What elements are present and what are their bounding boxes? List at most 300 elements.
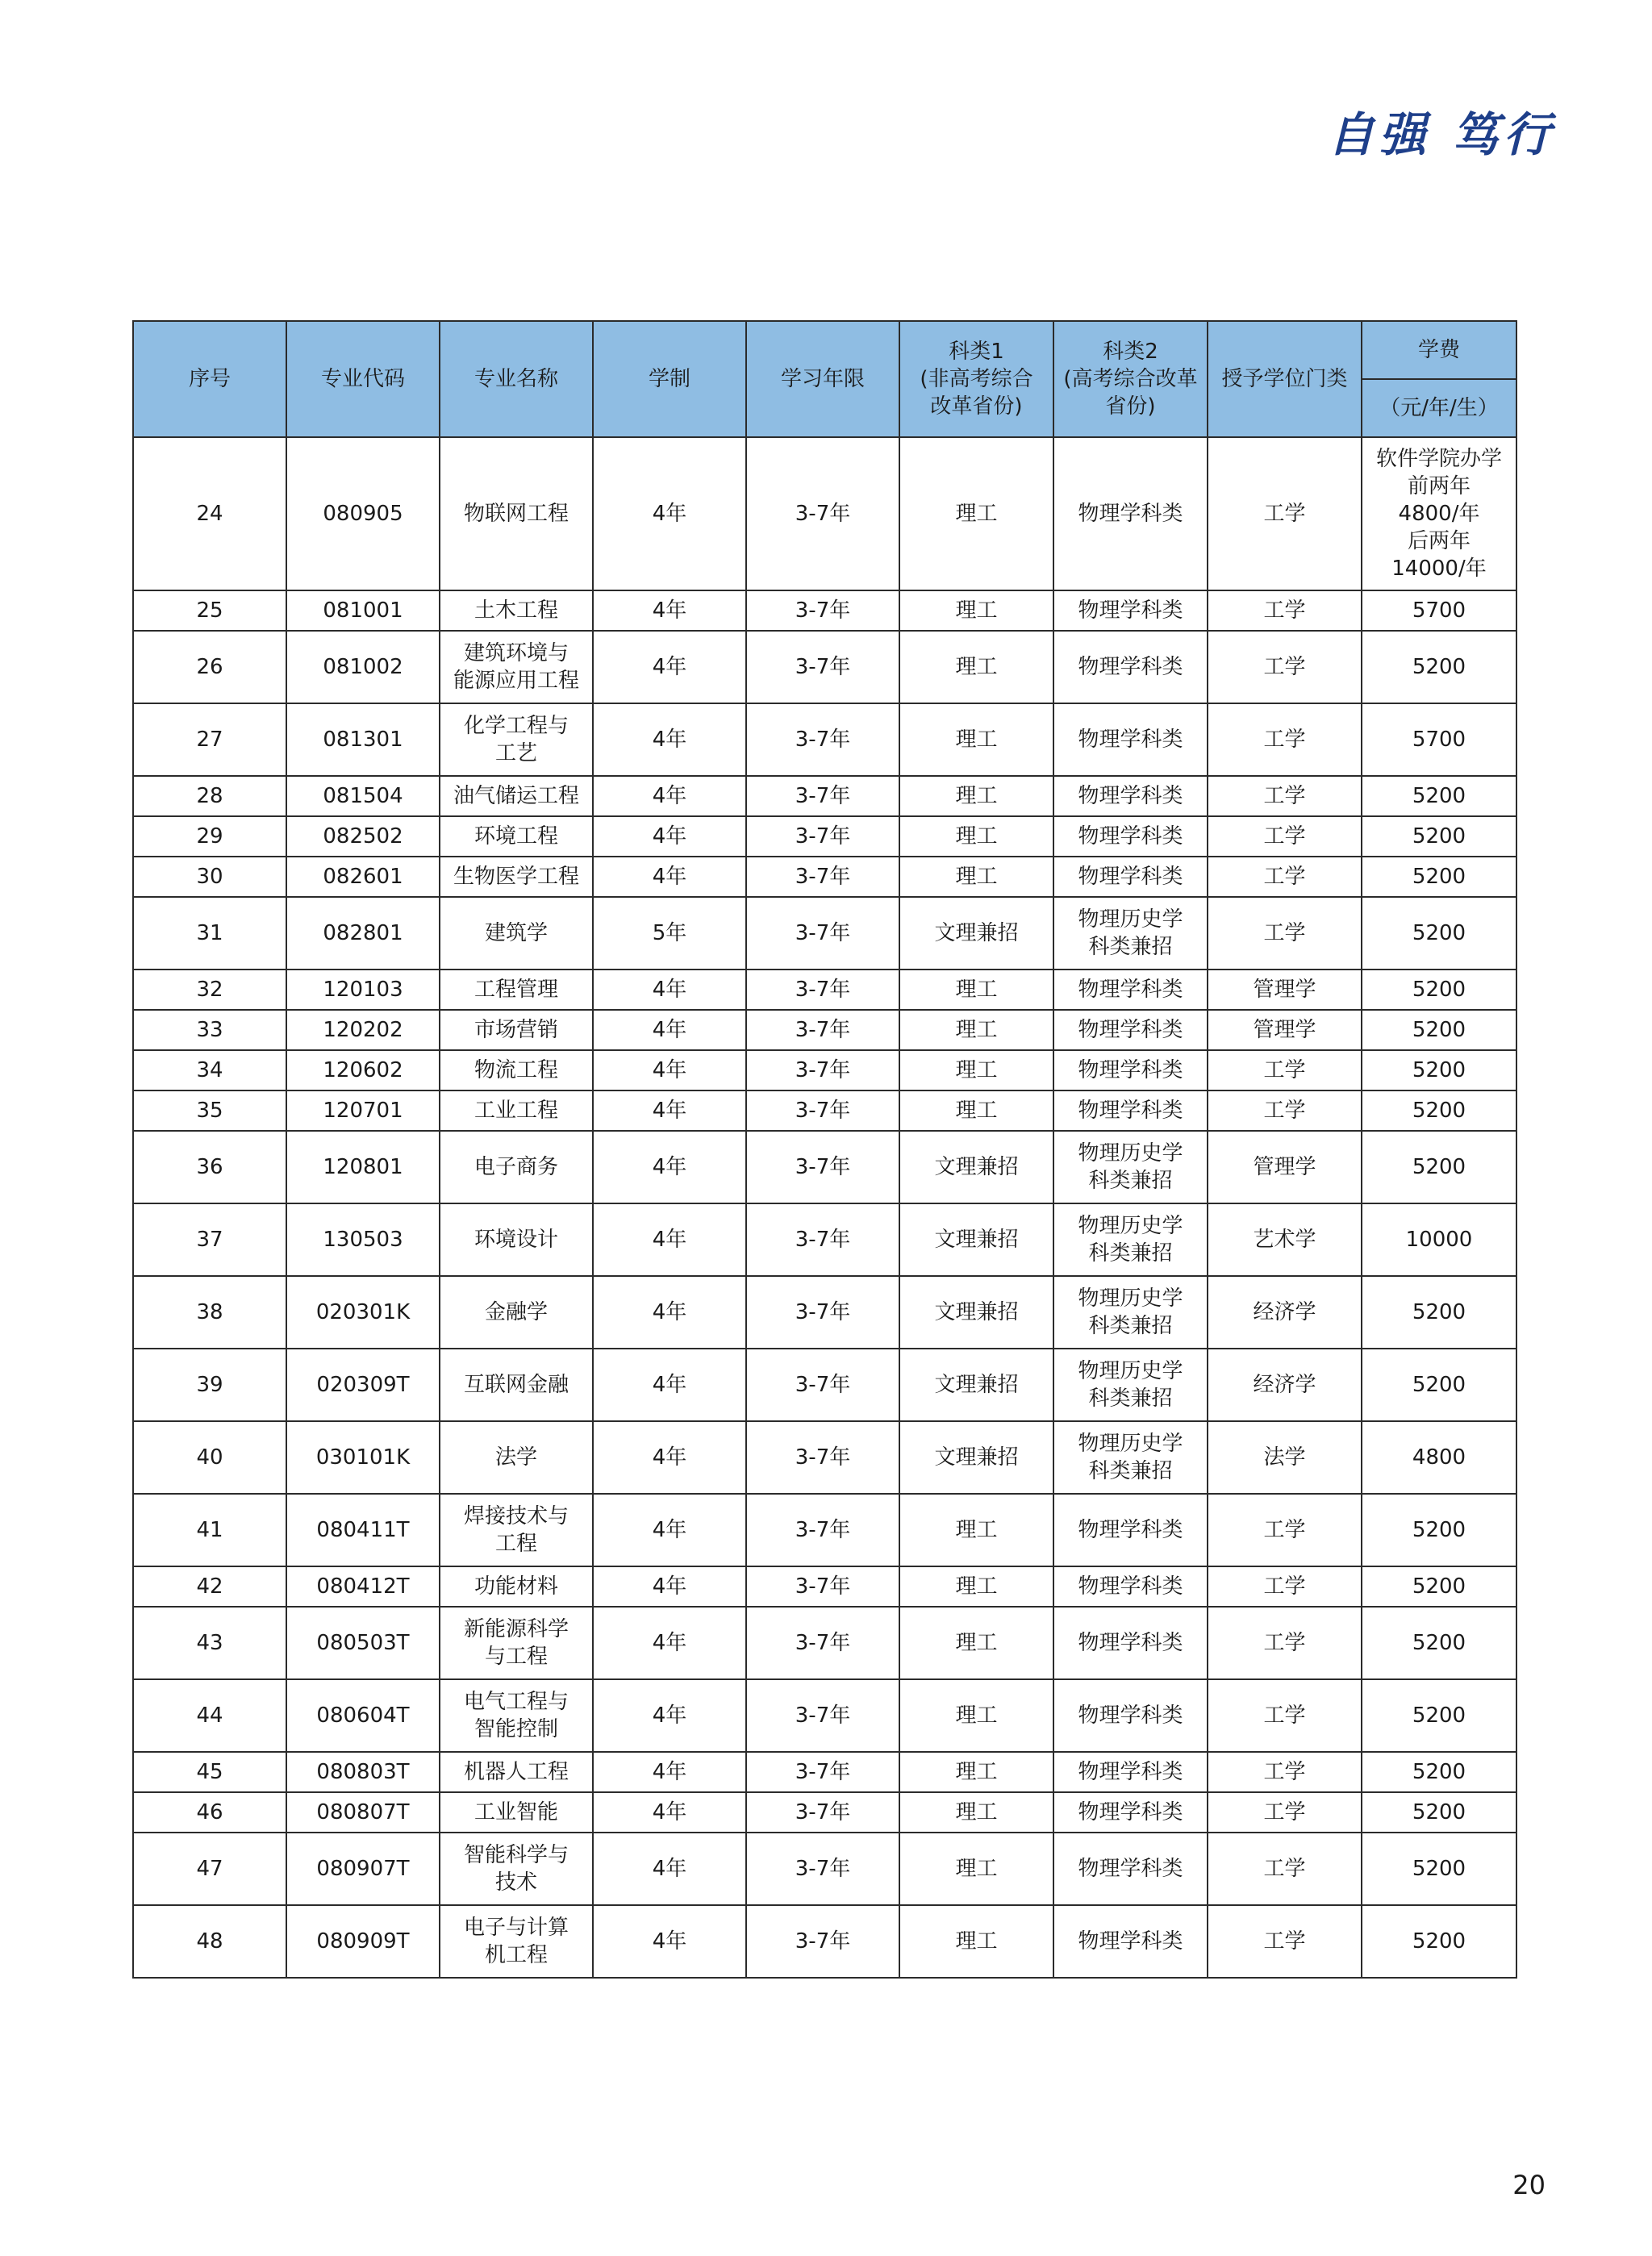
cell-category1 <box>899 1203 1053 1276</box>
cell-index <box>133 1607 286 1679</box>
cell-category1 <box>899 1276 1053 1349</box>
cell-category1 <box>899 1833 1053 1905</box>
cell-fee-text: 5700 <box>1412 598 1466 623</box>
cell-system <box>593 897 746 970</box>
cell-years-text: 3-7年 <box>795 1631 851 1655</box>
cell-name-text: 化学工程与 工艺 <box>463 714 569 765</box>
header-code: 专业代码 <box>286 321 440 437</box>
cell-category2-text: 物理历史学 科类兼招 <box>1078 1214 1183 1266</box>
cell-degree-text: 工学 <box>1263 1703 1306 1728</box>
cell-index-text: 30 <box>196 865 223 889</box>
cell-years <box>746 776 899 816</box>
cell-years <box>746 631 899 703</box>
cell-index <box>133 1010 286 1050</box>
cell-system <box>593 816 746 857</box>
cell-name <box>440 776 593 816</box>
table-row <box>133 1566 1516 1607</box>
cell-degree-text: 工学 <box>1263 1760 1306 1784</box>
cell-fee-text: 5200 <box>1412 1300 1466 1324</box>
cell-fee <box>1362 1349 1516 1421</box>
cell-fee-text: 5200 <box>1412 921 1466 945</box>
cell-system-text: 4年 <box>652 598 687 623</box>
cell-index <box>133 970 286 1010</box>
cell-code-text: 082601 <box>323 865 403 889</box>
header-index: 序号 <box>133 321 286 437</box>
cell-system-text: 4年 <box>652 1018 687 1042</box>
cell-category2-text: 物理学科类 <box>1078 1760 1183 1784</box>
cell-category1 <box>899 1131 1053 1203</box>
cell-years-text: 3-7年 <box>795 728 851 752</box>
cell-code <box>286 590 440 631</box>
cell-index-text: 33 <box>196 1018 223 1042</box>
cell-category1 <box>899 1566 1053 1607</box>
cell-fee <box>1362 1752 1516 1792</box>
cell-system <box>593 631 746 703</box>
cell-system <box>593 970 746 1010</box>
cell-degree <box>1208 1679 1362 1752</box>
cell-name <box>440 897 593 970</box>
cell-category2 <box>1053 1276 1208 1349</box>
cell-fee <box>1362 590 1516 631</box>
table-row <box>133 1090 1516 1131</box>
cell-name-text: 工业工程 <box>473 1099 558 1123</box>
cell-name-text: 机器人工程 <box>463 1760 569 1784</box>
cell-code <box>286 1679 440 1752</box>
cell-years <box>746 1607 899 1679</box>
cell-category2 <box>1053 1679 1208 1752</box>
header-system: 学制 <box>593 321 746 437</box>
cell-degree-text: 管理学 <box>1253 978 1316 1002</box>
cell-category2-text: 物理学科类 <box>1078 824 1183 849</box>
cell-index <box>133 1050 286 1090</box>
cell-category2-text: 物理学科类 <box>1078 1703 1183 1728</box>
cell-name <box>440 1607 593 1679</box>
cell-index-text: 25 <box>196 598 223 623</box>
cell-category1 <box>899 1494 1053 1566</box>
cell-name-text: 新能源科学 与工程 <box>463 1617 569 1669</box>
cell-category2 <box>1053 1905 1208 1978</box>
cell-fee-text: 5200 <box>1412 1703 1466 1728</box>
cell-code-text: 080909T <box>316 1929 410 1954</box>
cell-index <box>133 816 286 857</box>
cell-name-text: 建筑学 <box>484 921 548 945</box>
cell-fee-text: 5200 <box>1412 1760 1466 1784</box>
cell-degree <box>1208 857 1362 897</box>
cell-index <box>133 1421 286 1494</box>
cell-years-text: 3-7年 <box>795 784 851 808</box>
cell-category1 <box>899 1010 1053 1050</box>
table-row <box>133 897 1516 970</box>
cell-code-text: 080503T <box>316 1631 410 1655</box>
cell-fee <box>1362 1090 1516 1131</box>
cell-years <box>746 1010 899 1050</box>
cell-system <box>593 776 746 816</box>
cell-index-text: 31 <box>196 921 223 945</box>
cell-code-text: 130503 <box>323 1228 403 1252</box>
cell-index <box>133 1090 286 1131</box>
cell-name-text: 土木工程 <box>473 598 558 623</box>
cell-years-text: 3-7年 <box>795 1800 851 1824</box>
cell-system-text: 4年 <box>652 978 687 1002</box>
cell-system <box>593 1905 746 1978</box>
cell-degree-text: 工学 <box>1263 824 1306 849</box>
cell-category1-text: 理工 <box>955 728 998 752</box>
cell-code-text: 020301K <box>315 1300 411 1324</box>
cell-system <box>593 1276 746 1349</box>
cell-fee <box>1362 857 1516 897</box>
cell-index <box>133 1131 286 1203</box>
cell-code-text: 081002 <box>323 655 403 679</box>
cell-fee-text: 4800 <box>1412 1445 1466 1470</box>
cell-code <box>286 1607 440 1679</box>
cell-years-text: 3-7年 <box>795 1760 851 1784</box>
cell-fee-text: 5200 <box>1412 1631 1466 1655</box>
cell-fee <box>1362 1050 1516 1090</box>
cell-code-text: 020309T <box>316 1373 410 1397</box>
table-row <box>133 1494 1516 1566</box>
table-row <box>133 1752 1516 1792</box>
cell-category1-text: 理工 <box>955 1099 998 1123</box>
cell-code <box>286 1494 440 1566</box>
cell-code <box>286 970 440 1010</box>
cell-code <box>286 857 440 897</box>
cell-category1 <box>899 1607 1053 1679</box>
cell-category2 <box>1053 897 1208 970</box>
cell-category1-text: 理工 <box>955 865 998 889</box>
cell-name <box>440 1679 593 1752</box>
table-row <box>133 1792 1516 1833</box>
cell-category1 <box>899 1421 1053 1494</box>
cell-system-text: 4年 <box>652 1929 687 1954</box>
cell-degree-text: 工学 <box>1263 1857 1306 1881</box>
cell-fee <box>1362 897 1516 970</box>
cell-years-text: 3-7年 <box>795 502 851 526</box>
table-row <box>133 590 1516 631</box>
cell-fee-text: 5200 <box>1412 1099 1466 1123</box>
cell-category2 <box>1053 1833 1208 1905</box>
cell-name-text: 电子与计算 机工程 <box>463 1916 569 1967</box>
cell-index <box>133 1752 286 1792</box>
page-number: 20 <box>1512 2170 1546 2200</box>
cell-code-text: 120701 <box>323 1099 403 1123</box>
cell-system-text: 4年 <box>652 1631 687 1655</box>
cell-category2 <box>1053 1566 1208 1607</box>
cell-category1 <box>899 1679 1053 1752</box>
cell-category2-text: 物理学科类 <box>1078 1518 1183 1542</box>
cell-index <box>133 1905 286 1978</box>
cell-fee <box>1362 1792 1516 1833</box>
cell-name-text: 电气工程与 智能控制 <box>463 1690 569 1741</box>
table-row <box>133 631 1516 703</box>
cell-category1 <box>899 703 1053 776</box>
cell-index-text: 44 <box>196 1703 223 1728</box>
cell-degree <box>1208 897 1362 970</box>
cell-category1 <box>899 897 1053 970</box>
cell-category2-text: 物理学科类 <box>1078 1058 1183 1082</box>
cell-category1 <box>899 970 1053 1010</box>
cell-code <box>286 1276 440 1349</box>
header-category2: 科类2 (高考综合改革 省份) <box>1053 321 1208 437</box>
school-motto: 自强 笃行 <box>1327 107 1555 162</box>
cell-index-text: 24 <box>196 502 223 526</box>
cell-category1 <box>899 590 1053 631</box>
cell-system-text: 4年 <box>652 655 687 679</box>
cell-degree-text: 工学 <box>1263 1058 1306 1082</box>
cell-fee <box>1362 970 1516 1010</box>
table-body <box>133 437 1516 1978</box>
cell-index <box>133 1349 286 1421</box>
cell-category2 <box>1053 1010 1208 1050</box>
cell-fee-text: 5200 <box>1412 978 1466 1002</box>
cell-years-text: 3-7年 <box>795 978 851 1002</box>
majors-table <box>132 320 1517 1979</box>
cell-system <box>593 1010 746 1050</box>
cell-name <box>440 437 593 590</box>
cell-system <box>593 1607 746 1679</box>
cell-system-text: 4年 <box>652 1099 687 1123</box>
cell-index <box>133 1494 286 1566</box>
table-row <box>133 1679 1516 1752</box>
cell-category1-text: 理工 <box>955 1800 998 1824</box>
cell-category2-text: 物理历史学 科类兼招 <box>1078 1359 1183 1411</box>
cell-code <box>286 437 440 590</box>
cell-system-text: 4年 <box>652 1760 687 1784</box>
cell-years <box>746 1131 899 1203</box>
cell-name-text: 功能材料 <box>473 1574 558 1599</box>
cell-index <box>133 1679 286 1752</box>
cell-category1 <box>899 1792 1053 1833</box>
cell-degree-text: 工学 <box>1263 865 1306 889</box>
cell-index <box>133 857 286 897</box>
cell-category2-text: 物理学科类 <box>1078 1929 1183 1954</box>
table-row <box>133 1833 1516 1905</box>
cell-code-text: 080412T <box>316 1574 410 1599</box>
cell-category2-text: 物理历史学 科类兼招 <box>1078 1141 1183 1193</box>
cell-years-text: 3-7年 <box>795 1058 851 1082</box>
cell-category2 <box>1053 631 1208 703</box>
cell-code-text: 080907T <box>316 1857 410 1881</box>
cell-code <box>286 703 440 776</box>
cell-code-text: 030101K <box>315 1445 411 1470</box>
cell-name <box>440 1833 593 1905</box>
cell-index <box>133 1792 286 1833</box>
cell-category1-text: 理工 <box>955 1760 998 1784</box>
table-row <box>133 857 1516 897</box>
cell-system-text: 4年 <box>652 1373 687 1397</box>
cell-name-text: 物联网工程 <box>463 502 569 526</box>
cell-years-text: 3-7年 <box>795 1445 851 1470</box>
cell-code-text: 120202 <box>323 1018 403 1042</box>
cell-system-text: 4年 <box>652 1300 687 1324</box>
cell-category1 <box>899 857 1053 897</box>
cell-name <box>440 631 593 703</box>
cell-category2 <box>1053 1131 1208 1203</box>
cell-index <box>133 1276 286 1349</box>
cell-years <box>746 437 899 590</box>
cell-index-text: 36 <box>196 1155 223 1179</box>
cell-category2 <box>1053 1090 1208 1131</box>
cell-degree-text: 工学 <box>1263 598 1306 623</box>
table-header <box>133 321 1516 437</box>
cell-name <box>440 970 593 1010</box>
cell-category2-text: 物理学科类 <box>1078 1018 1183 1042</box>
cell-code <box>286 1349 440 1421</box>
cell-category1-text: 文理兼招 <box>934 1155 1019 1179</box>
cell-category2-text: 物理学科类 <box>1078 1857 1183 1881</box>
cell-system-text: 5年 <box>652 921 687 945</box>
cell-code <box>286 1752 440 1792</box>
cell-system <box>593 857 746 897</box>
cell-name-text: 建筑环境与 能源应用工程 <box>453 641 579 693</box>
cell-category1 <box>899 1090 1053 1131</box>
cell-category1-text: 理工 <box>955 1058 998 1082</box>
cell-category2 <box>1053 703 1208 776</box>
cell-code <box>286 1090 440 1131</box>
cell-code <box>286 1792 440 1833</box>
cell-category1 <box>899 1752 1053 1792</box>
cell-name-text: 电子商务 <box>473 1155 558 1179</box>
cell-name-text: 环境工程 <box>473 824 558 849</box>
cell-index-text: 27 <box>196 728 223 752</box>
cell-category1-text: 文理兼招 <box>934 921 1019 945</box>
cell-fee <box>1362 1010 1516 1050</box>
cell-name <box>440 816 593 857</box>
cell-name-text: 互联网金融 <box>463 1373 569 1397</box>
cell-name-text: 生物医学工程 <box>453 865 579 889</box>
cell-fee-text: 5200 <box>1412 865 1466 889</box>
cell-degree-text: 工学 <box>1263 502 1306 526</box>
cell-system-text: 4年 <box>652 1800 687 1824</box>
cell-category2 <box>1053 1203 1208 1276</box>
cell-fee <box>1362 1566 1516 1607</box>
cell-category2 <box>1053 1421 1208 1494</box>
cell-fee-text: 软件学院办学 前两年 4800/年 后两年 14000/年 <box>1375 447 1502 581</box>
cell-years <box>746 1349 899 1421</box>
cell-category2 <box>1053 1050 1208 1090</box>
cell-fee <box>1362 1833 1516 1905</box>
cell-system <box>593 590 746 631</box>
cell-system-text: 4年 <box>652 1155 687 1179</box>
cell-index-text: 40 <box>196 1445 223 1470</box>
cell-degree-text: 经济学 <box>1253 1300 1316 1324</box>
cell-degree-text: 工学 <box>1263 728 1306 752</box>
cell-fee-text: 5200 <box>1412 1155 1466 1179</box>
cell-category2-text: 物理学科类 <box>1078 1631 1183 1655</box>
cell-system-text: 4年 <box>652 1228 687 1252</box>
cell-index-text: 42 <box>196 1574 223 1599</box>
cell-system <box>593 1752 746 1792</box>
cell-degree <box>1208 437 1362 590</box>
cell-category2-text: 物理学科类 <box>1078 598 1183 623</box>
table-row <box>133 437 1516 590</box>
cell-years-text: 3-7年 <box>795 1373 851 1397</box>
cell-name <box>440 1276 593 1349</box>
cell-degree <box>1208 816 1362 857</box>
cell-category1-text: 理工 <box>955 502 998 526</box>
cell-years-text: 3-7年 <box>795 921 851 945</box>
table-row <box>133 1607 1516 1679</box>
cell-code-text: 080803T <box>316 1760 410 1784</box>
cell-system <box>593 1090 746 1131</box>
cell-years <box>746 1752 899 1792</box>
cell-code-text: 080604T <box>316 1703 410 1728</box>
cell-fee <box>1362 631 1516 703</box>
cell-category2 <box>1053 816 1208 857</box>
cell-degree-text: 艺术学 <box>1253 1228 1316 1252</box>
cell-category2 <box>1053 1494 1208 1566</box>
cell-category1-text: 理工 <box>955 1703 998 1728</box>
cell-category2 <box>1053 1792 1208 1833</box>
cell-category2 <box>1053 776 1208 816</box>
cell-fee <box>1362 1131 1516 1203</box>
cell-system-text: 4年 <box>652 784 687 808</box>
cell-code <box>286 897 440 970</box>
header-category1: 科类1 (非高考综合 改革省份) <box>899 321 1053 437</box>
cell-category1-text: 理工 <box>955 784 998 808</box>
cell-fee-text: 10000 <box>1405 1228 1473 1252</box>
cell-index-text: 38 <box>196 1300 223 1324</box>
cell-degree <box>1208 703 1362 776</box>
cell-category1-text: 理工 <box>955 978 998 1002</box>
cell-name <box>440 590 593 631</box>
cell-index-text: 28 <box>196 784 223 808</box>
cell-name-text: 金融学 <box>484 1300 548 1324</box>
cell-name <box>440 703 593 776</box>
cell-name <box>440 1494 593 1566</box>
cell-degree-text: 工学 <box>1263 1800 1306 1824</box>
cell-degree <box>1208 1792 1362 1833</box>
cell-category2-text: 物理学科类 <box>1078 502 1183 526</box>
cell-years <box>746 1905 899 1978</box>
table-row <box>133 1131 1516 1203</box>
cell-category2 <box>1053 1752 1208 1792</box>
cell-system <box>593 1679 746 1752</box>
cell-code-text: 081001 <box>323 598 403 623</box>
cell-fee <box>1362 437 1516 590</box>
cell-category2-text: 物理历史学 科类兼招 <box>1078 1432 1183 1483</box>
cell-system-text: 4年 <box>652 728 687 752</box>
cell-index <box>133 776 286 816</box>
cell-fee-text: 5200 <box>1412 1857 1466 1881</box>
cell-code <box>286 1131 440 1203</box>
cell-category1-text: 理工 <box>955 598 998 623</box>
cell-system-text: 4年 <box>652 502 687 526</box>
cell-index-text: 37 <box>196 1228 223 1252</box>
cell-name-text: 工业智能 <box>473 1800 558 1824</box>
cell-category2 <box>1053 1349 1208 1421</box>
cell-years <box>746 970 899 1010</box>
cell-category2-text: 物理学科类 <box>1078 1800 1183 1824</box>
cell-years <box>746 816 899 857</box>
cell-fee-text: 5200 <box>1412 1518 1466 1542</box>
cell-degree <box>1208 590 1362 631</box>
cell-name-text: 物流工程 <box>473 1058 558 1082</box>
table-row <box>133 703 1516 776</box>
cell-code <box>286 631 440 703</box>
cell-fee-text: 5200 <box>1412 1018 1466 1042</box>
cell-years <box>746 1679 899 1752</box>
cell-code-text: 080807T <box>316 1800 410 1824</box>
cell-category1 <box>899 1349 1053 1421</box>
cell-degree <box>1208 1607 1362 1679</box>
cell-index <box>133 897 286 970</box>
cell-category1 <box>899 1905 1053 1978</box>
cell-system-text: 4年 <box>652 1445 687 1470</box>
cell-fee-text: 5700 <box>1412 728 1466 752</box>
cell-years-text: 3-7年 <box>795 1155 851 1179</box>
cell-system-text: 4年 <box>652 1518 687 1542</box>
cell-system-text: 4年 <box>652 1857 687 1881</box>
